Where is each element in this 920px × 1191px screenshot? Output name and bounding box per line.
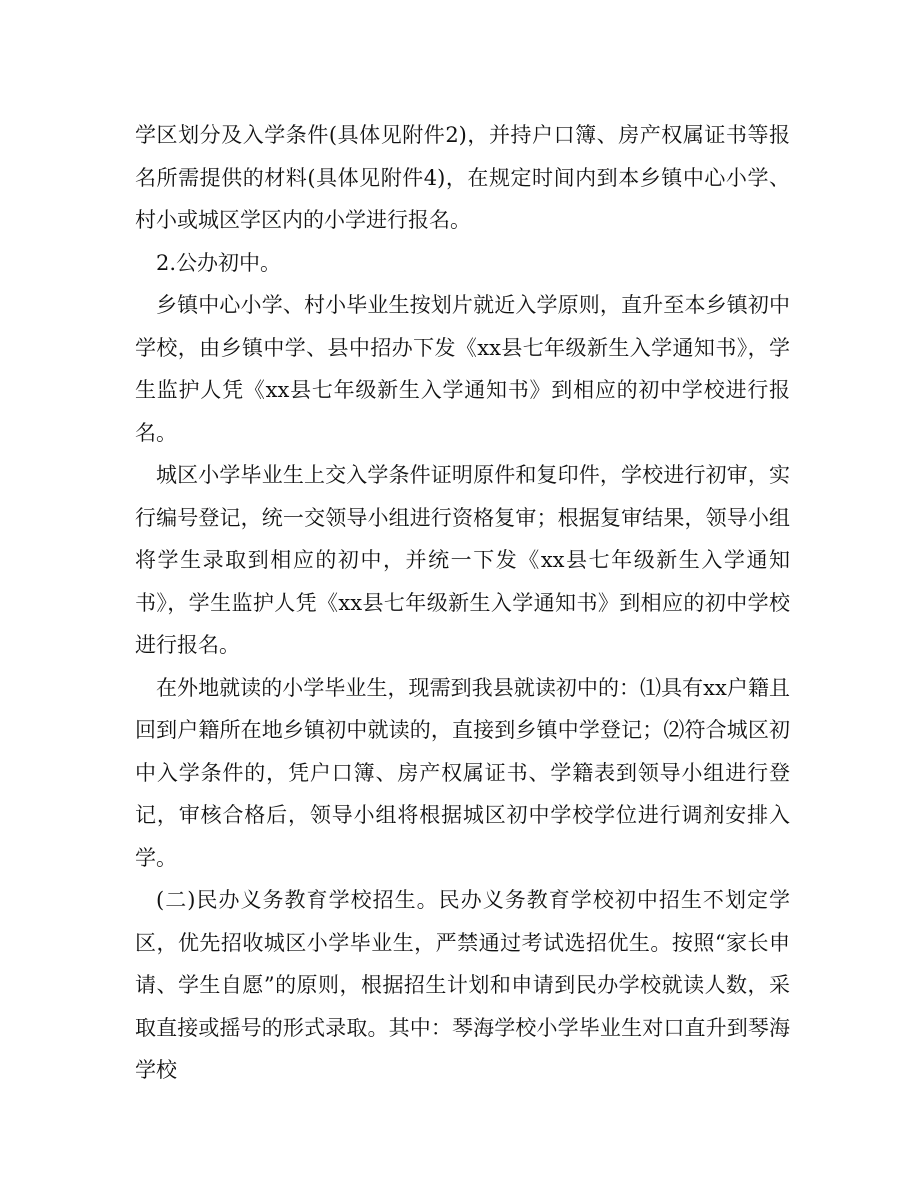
paragraph-township-graduates: 乡镇中心小学、村小毕业生按划片就近入学原则，直升至本乡镇初中学校，由乡镇中学、县中招办下发《xx县七年级新生入学通知书》，学生监护人凭《xx县七年级新生入学通知书》到相应的初中学校进行报名。 <box>135 293 790 445</box>
section-heading-public-middle-school: 2.公办初中。 <box>156 250 282 275</box>
paragraph-private-school-enrollment: (二)民办义务教育学校招生。民办义务教育学校初中招生不划定学区，优先招收城区小学毕业生，严禁通过考试选招优生。按照“家长申请、学生自愿”的原则，根据招生计划和申请到民办学校就读人数，采取直接或摇号的形式录取。其中：琴海学校小学毕业生对口直升到琴海学校 <box>135 888 790 1082</box>
document-body <box>135 114 790 1092</box>
paragraph-out-of-town-graduates: 在外地就读的小学毕业生，现需到我县就读初中的：⑴具有xx户籍且回到户籍所在地乡镇初中就读的，直接到乡镇中学登记；⑵符合城区初中入学条件的，凭户口簿、房产权属证书、学籍表到领导小组进行登记，审核合格后，领导小组将根据城区初中学校学位进行调剂安排入学。 <box>135 675 790 870</box>
paragraph-urban-graduates: 城区小学毕业生上交入学条件证明原件和复印件，学校进行初审，实行编号登记，统一交领导小组进行资格复审；根据复审结果，领导小组将学生录取到相应的初中，并统一下发《xx县七年级新生入学通知书》，学生监护人凭《xx县七年级新生入学通知书》到相应的初中学校进行报名。 <box>135 463 790 657</box>
paragraph-continued: 学区划分及入学条件(具体见附件2)，并持户口簿、房产权属证书等报名所需提供的材料(具体见附件4)，在规定时间内到本乡镇中心小学、村小或城区学区内的小学进行报名。 <box>135 123 790 232</box>
